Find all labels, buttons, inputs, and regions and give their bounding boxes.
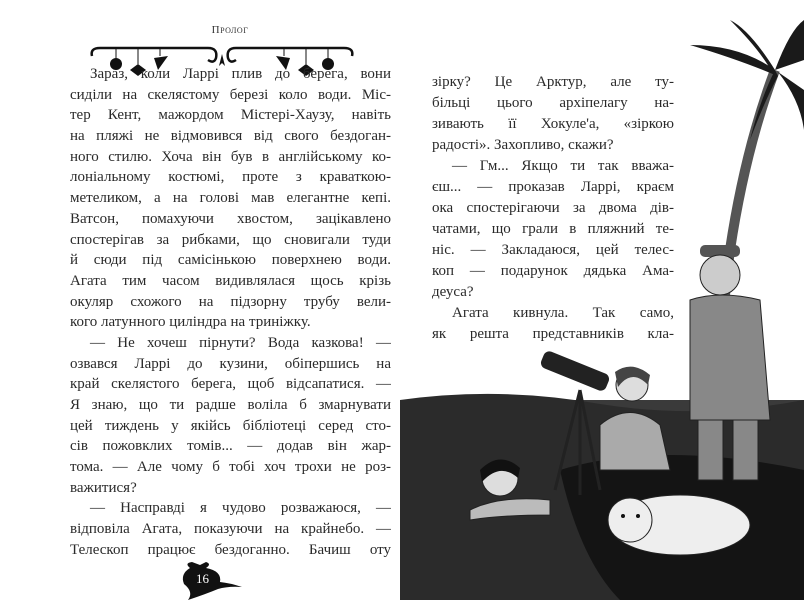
text-line: — Насправді я чудово розважаюся, — bbox=[90, 500, 391, 517]
text-line: — Гм... Якщо ти так вважа- bbox=[452, 158, 674, 174]
text-line: сиділи на скелястому березі коло води. Міс- bbox=[70, 86, 391, 103]
text-line: окуляр схожого на підзорну трубу вели- bbox=[70, 293, 391, 310]
text-line: Ватсон, помахуючи хвостом, зацікавлено bbox=[70, 210, 391, 227]
text-line: лоніальному костюмі, проте з краваткою- bbox=[70, 169, 391, 186]
text-line: спостерігав за рибками, що сновигали туди bbox=[70, 231, 391, 248]
text-line: тома. — Але чому б тобі хоч трохи не роз- bbox=[70, 459, 391, 476]
text-line: деуса? bbox=[432, 284, 474, 300]
text-line: метеликом, а на голові мав елегантне кепі. bbox=[70, 190, 391, 207]
text-line: більці цього архіпелагу на- bbox=[432, 95, 674, 111]
right-text-column bbox=[432, 72, 674, 345]
text-line: цей тиждень у якійсь бібліотеці серед сто- bbox=[70, 417, 391, 434]
text-line: Агата кивнула. Так само, bbox=[452, 305, 674, 321]
text-line: Агата тим часом видивлялася щось крізь bbox=[70, 272, 391, 289]
hat-silhouette-icon bbox=[170, 562, 250, 600]
text-line: Зараз, коли Ларрі плив до берега, вони bbox=[90, 66, 391, 82]
text-line: чатами, що грали в пляжний те- bbox=[432, 221, 674, 237]
dog-figure bbox=[608, 495, 750, 555]
page-number-badge bbox=[170, 562, 250, 600]
text-line: й сюди під самісінькою поверхнею води. bbox=[70, 252, 391, 269]
text-line: як решта представників кла- bbox=[432, 326, 674, 342]
text-line: ніс. — Закладаюся, цей телес- bbox=[432, 242, 674, 258]
text-line: зивають її Хокуле'а, «зіркою bbox=[432, 116, 674, 132]
text-line: єш... — проказав Ларрі, краєм bbox=[432, 179, 674, 195]
text-line: відповіла Агата, показуючи на крайнебо. — bbox=[70, 521, 391, 538]
text-line: озвався Ларрі до кузини, обіпершись на bbox=[70, 355, 391, 372]
text-line: ока спостерігаючи за двома дів- bbox=[432, 200, 674, 216]
text-line: кого латунного циліндра на триніжку. bbox=[70, 314, 311, 331]
text-line: на пляжі не відмовився від свого бездоган- bbox=[70, 128, 391, 145]
page-number: 16 bbox=[196, 571, 209, 586]
chapter-header: Пролог bbox=[211, 24, 249, 36]
text-line: ного стилю. Хоча він був в англійському ко- bbox=[70, 148, 391, 165]
text-line: коп — подарунок дядька Ама- bbox=[432, 263, 674, 279]
left-text-column bbox=[70, 64, 391, 561]
text-line: зірку? Це Арктур, але ту- bbox=[432, 74, 674, 90]
text-line: радості». Захопливо, скажи? bbox=[432, 137, 614, 153]
text-line: Телескоп працює бездоганно. Бачиш оту bbox=[70, 541, 391, 558]
text-line: Я знаю, що ти радше воліла б змарнувати bbox=[70, 397, 391, 413]
text-line: тер Кент, мажордом Містері-Хаузу, навіть bbox=[70, 107, 391, 124]
text-line: важитися? bbox=[70, 479, 137, 496]
text-line: край скелястого берега, щоб відсапатися. — bbox=[70, 376, 391, 393]
text-line: — Не хочеш пірнути? Вода казкова! — bbox=[90, 334, 391, 351]
text-line: сів пожовклих томів... — додав він жар- bbox=[70, 438, 391, 455]
